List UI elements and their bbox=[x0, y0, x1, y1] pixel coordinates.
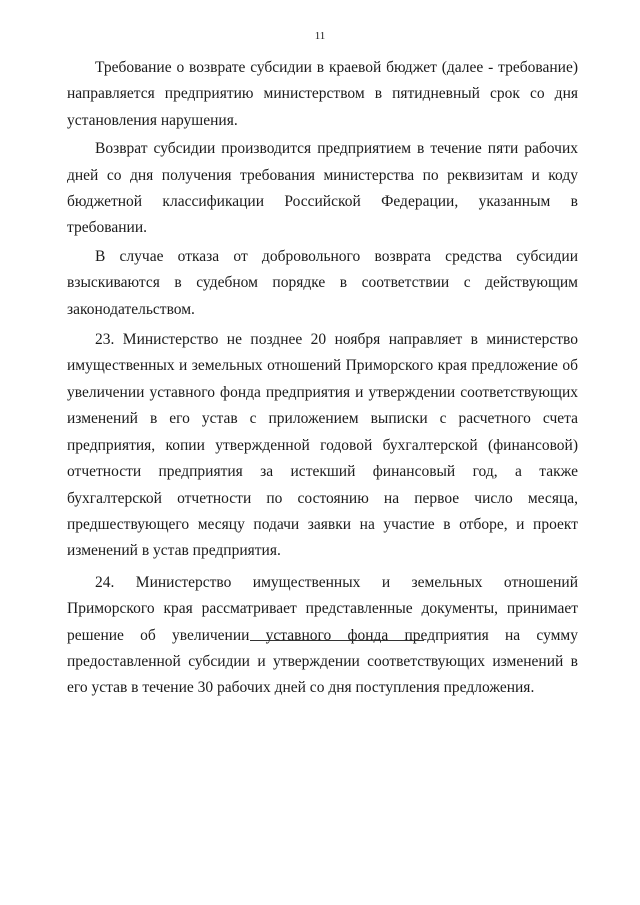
paragraph-clause-24: 24. Министерство имущественных и земельных отношений Приморского края рассматривает представленные документы, принимает решение об увеличении уставного фонда предприятия на сумму предоставленной субсидии и утверждении соответствующих изменений в его устав в течение 30 рабочих дней со дня поступления предложения. bbox=[67, 573, 578, 697]
paragraph-refund-procedure: Возврат субсидии производится предприятием в течение пяти рабочих дней со дня получения требования министерства по реквизитам и коду бюджетной классификации Российской Федерации, указанным в требовании. bbox=[67, 140, 578, 237]
document-body bbox=[67, 55, 578, 702]
paragraph-refund-demand: Требование о возврате субсидии в краевой бюджет (далее - требование) направляется предприятию министерством в пятидневный срок со дня установления нарушения. bbox=[67, 59, 578, 129]
paragraph-refusal-recovery: В случае отказа от добровольного возврата средства субсидии взыскиваются в судебном порядке в соответствии с действующим законодательством. bbox=[67, 247, 578, 318]
closing-divider-line bbox=[250, 640, 424, 641]
page-number: 11 bbox=[314, 30, 326, 42]
paragraph-clause-23: 23. Министерство не позднее 20 ноября направляет в министерство имущественных и земельных отношений Приморского края предложение об увеличении уставного фонда предприятия и утверждении соответствующих изменений в его устав с приложением выписки с расчетного счета предприятия, копии утвержденной годовой бухгалтерской (финансовой) отчетности предприятия за истекший финансовый год, а также бухгалтерской отчетности по состоянию на первое число месяца, предшествующего месяцу подачи заявки на участие в отборе, и проект изменений в устав предприятия. bbox=[67, 331, 578, 560]
